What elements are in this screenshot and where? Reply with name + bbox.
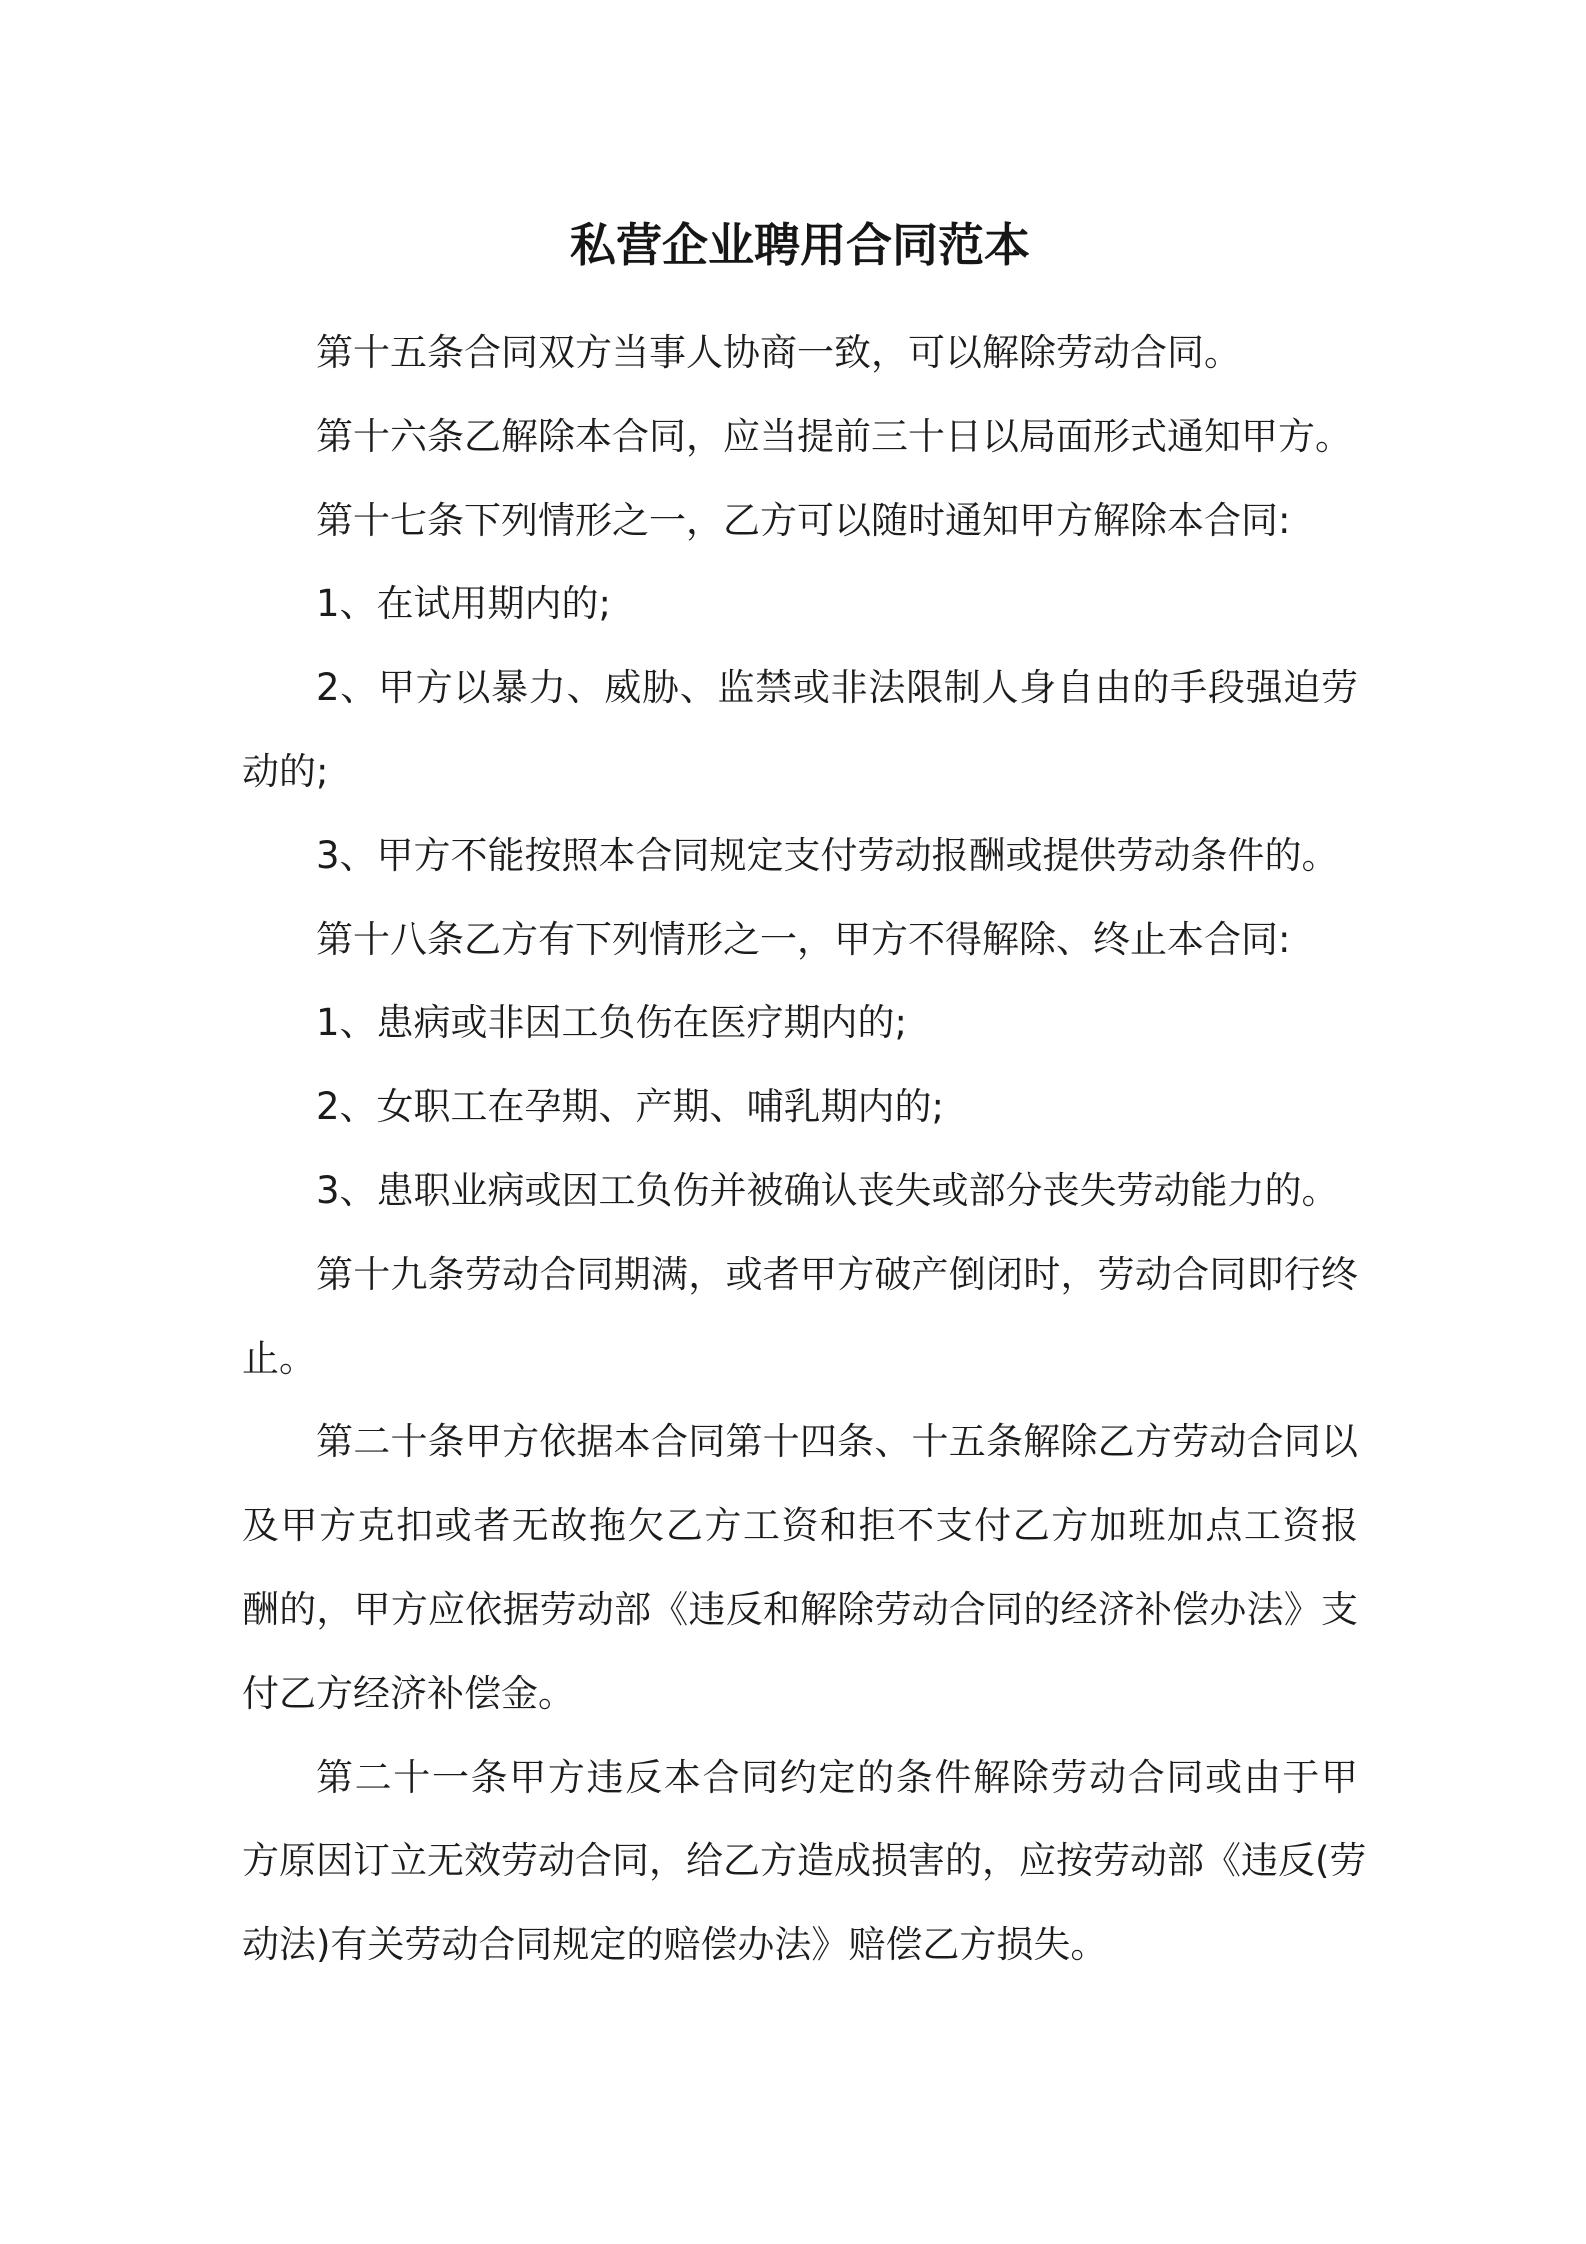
paragraph-line: 1、在试用期内的; <box>316 582 612 626</box>
paragraph-line: 第十七条下列情形之一，乙方可以随时通知甲方解除本合同: <box>316 498 1291 542</box>
paragraph-line: 2、女职工在孕期、产期、哺乳期内的; <box>316 1085 945 1129</box>
paragraph-line: 3、患职业病或因工负伤并被确认丧失或部分丧失劳动能力的。 <box>316 1168 1339 1212</box>
clause-15-paragraph <box>242 311 1358 395</box>
paragraph-line: 3、甲方不能按照本合同规定支付劳动报酬或提供劳动条件的。 <box>316 833 1339 877</box>
document-title: 私营企业聘用合同范本 <box>570 218 1030 272</box>
document-body <box>242 311 1367 1987</box>
clause-17-item-1 <box>242 562 1358 646</box>
paragraph-line: 动的; <box>242 749 329 793</box>
paragraph-line: 方原因订立无效劳动合同，给乙方造成损害的，应按劳动部《违反(劳 <box>242 1839 1367 1883</box>
paragraph-line: 第二十一条甲方违反本合同约定的条件解除劳动合同或由于甲 <box>316 1755 1358 1799</box>
clause-18-item-3 <box>242 1149 1358 1233</box>
clause-19-paragraph <box>242 1233 1358 1401</box>
paragraph-line: 付乙方经济补偿金。 <box>242 1671 575 1715</box>
paragraph-line: 1、患病或非因工负伤在医疗期内的; <box>316 1001 908 1045</box>
paragraph-line: 第十八条乙方有下列情形之一，甲方不得解除、终止本合同: <box>316 917 1291 961</box>
clause-21-paragraph <box>242 1736 1367 1987</box>
paragraph-line: 动法)有关劳动合同规定的赔偿办法》赔偿乙方损失。 <box>242 1923 1108 1967</box>
paragraph-line: 第十五条合同双方当事人协商一致，可以解除劳动合同。 <box>316 331 1241 374</box>
clause-18-item-1 <box>242 981 1358 1065</box>
clause-16-paragraph <box>242 395 1358 479</box>
clause-18-paragraph <box>242 898 1358 982</box>
clause-17-item-3 <box>242 814 1358 898</box>
clause-20-paragraph <box>242 1400 1358 1735</box>
paragraph-line: 及甲方克扣或者无故拖欠乙方工资和拒不支付乙方加班加点工资报 <box>242 1504 1358 1548</box>
clause-18-item-2 <box>242 1065 1358 1149</box>
paragraph-line: 第十六条乙解除本合同，应当提前三十日以局面形式通知甲方。 <box>316 414 1352 458</box>
paragraph-line: 第十九条劳动合同期满，或者甲方破产倒闭时，劳动合同即行终 <box>316 1252 1358 1296</box>
paragraph-line: 2、甲方以暴力、威胁、监禁或非法限制人身自由的手段强迫劳 <box>316 666 1358 710</box>
clause-17-item-2 <box>242 646 1358 814</box>
paragraph-line: 止。 <box>242 1336 316 1380</box>
paragraph-line: 第二十条甲方依据本合同第十四条、十五条解除乙方劳动合同以 <box>316 1420 1358 1464</box>
paragraph-line: 酬的，甲方应依据劳动部《违反和解除劳动合同的经济补偿办法》支 <box>242 1587 1358 1631</box>
clause-17-paragraph <box>242 479 1358 563</box>
